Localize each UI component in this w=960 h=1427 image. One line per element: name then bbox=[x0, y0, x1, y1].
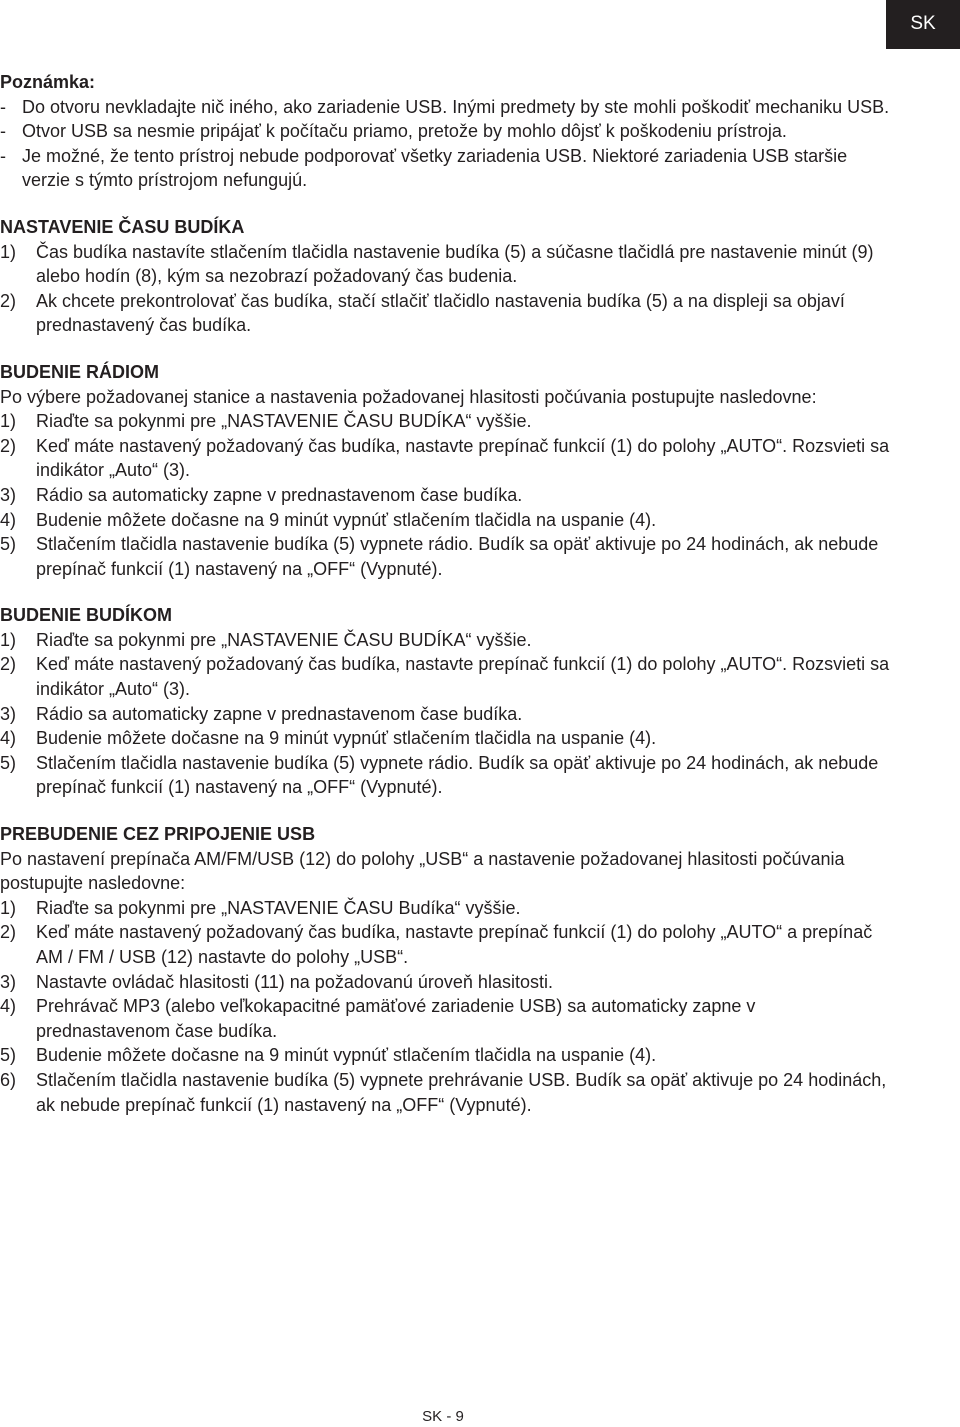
section-heading: PREBUDENIE CEZ PRIPOJENIE USB bbox=[0, 824, 316, 845]
list-number: 1) bbox=[0, 241, 17, 262]
list-item bbox=[0, 240, 890, 289]
note-item-text: Je možné, že tento prístroj nebude podporovať všetky zariadenia USB. Niektoré zariadenia USB staršie verzie s týmto prístrojom nefungujú. bbox=[22, 145, 848, 191]
list-text: Stlačením tlačidla nastavenie budíka (5) vypnete rádio. Budík sa opäť aktivuje po 24 hodinách, ak nebude prepínač funkcií (1) nastavený na „OFF“ (Vypnuté). bbox=[36, 752, 879, 798]
list-text: Riaďte sa pokynmi pre „NASTAVENIE ČASU Budíka“ vyššie. bbox=[36, 897, 521, 918]
list-item bbox=[0, 1068, 890, 1117]
list-text: Riaďte sa pokynmi pre „NASTAVENIE ČASU BUDÍKA“ vyššie. bbox=[36, 411, 532, 432]
list-text: Nastavte ovládač hlasitosti (11) na požadovanú úroveň hlasitosti. bbox=[36, 971, 553, 992]
list-item bbox=[0, 702, 890, 727]
list-text: Budenie môžete dočasne na 9 minút vypnúť stlačením tlačidla na uspanie (4). bbox=[36, 1045, 657, 1066]
language-tab: SK bbox=[886, 0, 960, 49]
list-text: Stlačením tlačidla nastavenie budíka (5) vypnete rádio. Budík sa opäť aktivuje po 24 hodinách, ak nebude prepínač funkcií (1) nastavený na „OFF“ (Vypnuté). bbox=[36, 534, 879, 579]
list-number: 1) bbox=[0, 629, 17, 650]
list-text: Keď máte nastavený požadovaný čas budíka, nastavte prepínač funkcií (1) do polohy „AUTO“ a prepínač AM / FM / USB (12) nastavte do polohy „USB“. bbox=[36, 922, 873, 967]
buzzer-wake-section bbox=[0, 603, 890, 800]
list-number: 1) bbox=[0, 897, 17, 918]
list-text: Stlačením tlačidla nastavenie budíka (5) vypnete prehrávanie USB. Budík sa opäť aktivuje po 24 hodinách, ak nebude prepínač funkcií (1) nastavený na „OFF“ (Vypnuté). bbox=[36, 1069, 887, 1115]
list-text: Keď máte nastavený požadovaný čas budíka, nastavte prepínač funkcií (1) do polohy „AUTO“. Rozsvieti sa indikátor „Auto“ (3). bbox=[36, 654, 890, 700]
alarm-time-section bbox=[0, 215, 890, 338]
list-number: 4) bbox=[0, 996, 17, 1017]
list-item bbox=[0, 483, 890, 508]
list-item bbox=[0, 896, 890, 921]
page-content bbox=[0, 70, 890, 1117]
section-intro: Po nastavení prepínača AM/FM/USB (12) do polohy „USB“ a nastavenie požadovanej hlasitosti počúvania postupujte nasledovne: bbox=[0, 848, 845, 894]
note-item-text: Do otvoru nevkladajte nič iného, ako zariadenie USB. Inými predmety by ste mohli poškodiť mechaniku USB. bbox=[22, 96, 890, 117]
list-number: 6) bbox=[0, 1069, 17, 1090]
list-text: Keď máte nastavený požadovaný čas budíka, nastavte prepínač funkcií (1) do polohy „AUTO“. Rozsvieti sa indikátor „Auto“ (3). bbox=[36, 435, 890, 481]
usb-wake-section bbox=[0, 822, 890, 1117]
dash-marker: - bbox=[0, 121, 6, 142]
list-item bbox=[0, 726, 890, 751]
list-item bbox=[0, 434, 890, 483]
note-item bbox=[0, 119, 890, 144]
list-number: 4) bbox=[0, 728, 17, 749]
section-heading: BUDENIE RÁDIOM bbox=[0, 361, 160, 382]
list-item bbox=[0, 994, 890, 1043]
list-number: 2) bbox=[0, 435, 17, 456]
list-text: Čas budíka nastavíte stlačením tlačidla nastavenie budíka (5) a súčasne tlačidlá pre nastavenie minút (9) alebo hodín (8), kým sa nezobrazí požadovaný čas budenia. bbox=[36, 241, 874, 287]
list-number: 3) bbox=[0, 971, 17, 992]
page-number: SK - 9 bbox=[422, 1408, 464, 1425]
note-heading: Poznámka: bbox=[0, 72, 96, 92]
list-number: 3) bbox=[0, 484, 17, 505]
note-item-text: Otvor USB sa nesmie pripájať k počítaču priamo, pretože by mohlo dôjsť k poškodeniu prístroja. bbox=[22, 121, 787, 142]
list-number: 5) bbox=[0, 752, 17, 773]
list-item bbox=[0, 970, 890, 995]
list-item bbox=[0, 628, 890, 653]
list-number: 2) bbox=[0, 290, 17, 311]
list-item bbox=[0, 409, 890, 434]
dash-marker: - bbox=[0, 96, 6, 117]
list-number: 4) bbox=[0, 509, 17, 530]
list-text: Prehrávač MP3 (alebo veľkokapacitné pamäťové zariadenie USB) sa automaticky zapne v prednastavenom čase budíka. bbox=[36, 996, 756, 1041]
list-number: 5) bbox=[0, 1045, 17, 1066]
note-item bbox=[0, 144, 890, 193]
section-heading: NASTAVENIE ČASU BUDÍKA bbox=[0, 216, 245, 237]
list-text: Riaďte sa pokynmi pre „NASTAVENIE ČASU BUDÍKA“ vyššie. bbox=[36, 629, 532, 650]
list-item bbox=[0, 920, 890, 969]
list-item bbox=[0, 751, 890, 800]
list-number: 1) bbox=[0, 411, 17, 432]
list-text: Ak chcete prekontrolovať čas budíka, stačí stlačiť tlačidlo nastavenia budíka (5) a na displeji sa objaví prednastavený čas budíka. bbox=[36, 290, 845, 336]
list-text: Rádio sa automaticky zapne v prednastavenom čase budíka. bbox=[36, 484, 523, 505]
list-item bbox=[0, 289, 890, 338]
section-intro: Po výbere požadovanej stanice a nastavenia požadovanej hlasitosti počúvania postupujte nasledovne: bbox=[0, 386, 817, 407]
list-text: Rádio sa automaticky zapne v prednastavenom čase budíka. bbox=[36, 703, 523, 724]
list-text: Budenie môžete dočasne na 9 minút vypnúť stlačením tlačidla na uspanie (4). bbox=[36, 509, 657, 530]
list-text: Budenie môžete dočasne na 9 minút vypnúť stlačením tlačidla na uspanie (4). bbox=[36, 728, 657, 749]
section-heading: BUDENIE BUDÍKOM bbox=[0, 605, 173, 626]
list-item bbox=[0, 1043, 890, 1068]
list-number: 2) bbox=[0, 654, 17, 675]
list-number: 2) bbox=[0, 922, 17, 943]
dash-marker: - bbox=[0, 145, 6, 166]
list-item bbox=[0, 532, 890, 581]
list-number: 5) bbox=[0, 534, 17, 555]
list-item bbox=[0, 652, 890, 701]
note-section bbox=[0, 70, 890, 193]
note-item bbox=[0, 95, 890, 120]
radio-wake-section bbox=[0, 360, 890, 581]
list-item bbox=[0, 508, 890, 533]
list-number: 3) bbox=[0, 703, 17, 724]
